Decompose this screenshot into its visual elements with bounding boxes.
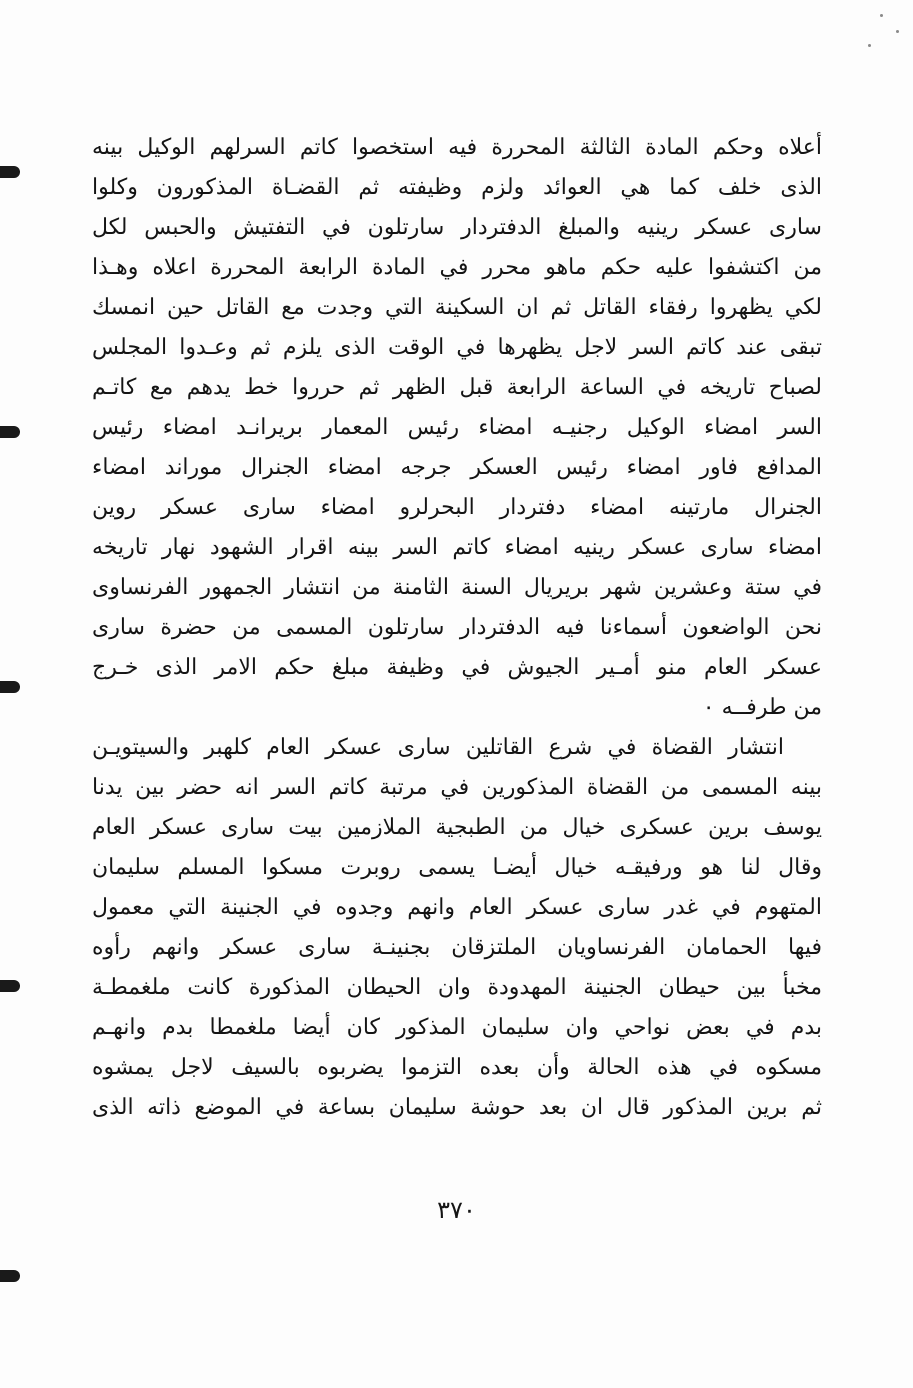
text-line: مسكوه في هذه الحالة وأن بعده التزموا يضربوه بالسيف لاجل يمشوه	[92, 1055, 822, 1080]
text-line: لصباح تاريخه في الساعة الرابعة قبل الظهر ثم حرروا خط يدهم مع كاتـم	[92, 375, 822, 400]
scan-speck	[868, 44, 871, 47]
text-line: عسكر العام منو أمـير الجيوش في وظيفة مبلغ حكم الامر الذى خـرج	[92, 655, 822, 680]
page-number: ٣٧٠	[437, 1196, 476, 1224]
binding-hole-mark	[0, 980, 20, 992]
scan-speck	[880, 14, 883, 17]
text-line: أعلاه وحكم المادة الثالثة المحررة فيه استخصوا كاتم السرلهم الوكيل بينه	[92, 135, 822, 160]
text-line: تبقى عند كاتم السر لاجل يظهرها في الوقت الذى يلزم ثم وعـدوا المجلس	[92, 335, 822, 360]
text-line: بينه المسمى من القضاة المذكورين في مرتبة كاتم السر انه حضر بين يدنا	[92, 775, 822, 800]
body-text	[92, 128, 822, 1128]
text-line: يوسف برين عسكرى خيال من الطبجية الملازمين بيت سارى عسكر العام	[92, 815, 822, 840]
text-line: الجنرال مارتينه امضاء دفتردار البحرلرو امضاء سارى عسكر روين	[92, 495, 822, 520]
text-line: الذى خلف كما هي العوائد ولزم وظيفته ثم القضـاة المذكورون وكلوا	[92, 175, 822, 200]
binding-hole-mark	[0, 166, 20, 178]
text-line: وقال لنا هو ورفيقـه خيال أيضـا يسمى روبرت مسكوا المسلم سليمان	[92, 855, 822, 880]
text-line: من طرفــه ٠	[702, 695, 822, 720]
binding-hole-mark	[0, 681, 20, 693]
binding-hole-mark	[0, 1270, 20, 1282]
text-line: امضاء سارى عسكر رينيه امضاء كاتم السر بينه اقرار الشهود نهار تاريخه	[92, 535, 822, 560]
text-line: المدافع فاور امضاء رئيس العسكر جرجه امضاء الجنرال موراند امضاء	[92, 455, 822, 480]
text-line: نحن الواضعون أسماءنا فيه الدفتردار سارتلون المسمى من حضرة سارى	[92, 615, 822, 640]
text-line: مخبأ بين حيطان الجنينة المهدودة وان الحيطان المذكورة كانت ملغمطـة	[92, 975, 822, 1000]
text-line: انتشار القضاة في شرع القاتلين سارى عسكر العام كلهبر والسيتويـن	[92, 735, 784, 760]
text-line: ثم برين المذكور قال ان بعد حوشة سليمان بساعة في الموضع ذاته الذى	[92, 1095, 822, 1120]
text-line: من اكتشفوا عليه حكم ماهو محرر في المادة الرابعة المحررة اعلاه وهـذا	[92, 255, 822, 280]
text-line: فيها الحمامان الفرنساويان الملتزقان بجنينـة سارى عسكر وانهم رأوه	[92, 935, 822, 960]
text-line: لكي يظهروا رفقاء القاتل ثم ان السكينة التي وجدت مع القاتل حين انمسك	[92, 295, 822, 320]
binding-hole-mark	[0, 426, 20, 438]
text-line: سارى عسكر رينيه والمبلغ الدفتردار سارتلون في التفتيش والحبس لكل	[92, 215, 822, 240]
text-line: المتهوم في غدر سارى عسكر العام وانهم وجدوه في الجنينة التي معمول	[92, 895, 822, 920]
text-line: بدم في بعض نواحي وان سليمان المذكور كان أيضا ملغمطا بدم وانهـم	[92, 1015, 822, 1040]
text-line: السر امضاء الوكيل رجنيـه امضاء رئيس المعمار بريرانـد امضاء رئيس	[92, 415, 822, 440]
text-line: في ستة وعشرين شهر بريريال السنة الثامنة من انتشار الجمهور الفرنساوى	[92, 575, 822, 600]
scan-speck	[896, 30, 899, 33]
